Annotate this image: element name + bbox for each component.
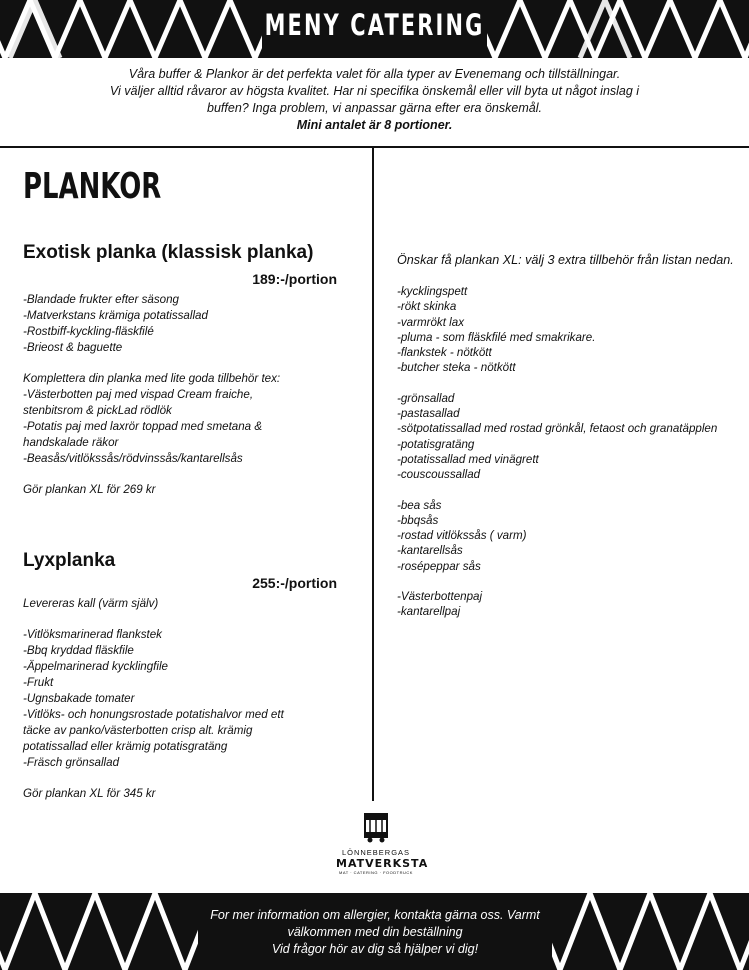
intro-text xyxy=(60,66,689,134)
list-item: -bbqsås xyxy=(397,513,439,527)
footer-line: Vid frågor hör av dig så hjälper vi dig! xyxy=(271,942,479,956)
footer-text xyxy=(198,907,552,958)
section-title: PLANKOR xyxy=(23,166,162,207)
logo-subtitle: MAT · CATERING · FOODTRUCK xyxy=(339,870,413,875)
list-item: -Frukt xyxy=(23,676,54,689)
list-item: -Vitlöksmarinerad flankstek xyxy=(23,628,162,641)
list-item: -Västerbotten paj med vispad Cream fraiche, xyxy=(23,388,254,401)
list-item: stenbitsrom & pickLad rödlök xyxy=(23,404,172,417)
vertical-divider xyxy=(372,148,374,801)
intro-line: Vi väljer alltid råvaror av högsta kvalitet. Har ni specifika önskemål eller vill byta ut något inslag i xyxy=(109,84,640,98)
header-title: MENY CATERING xyxy=(264,8,485,42)
list-item: -Matverkstans krämiga potatissallad xyxy=(23,309,208,322)
extras-intro: Komplettera din planka med lite goda tillbehör tex: xyxy=(23,372,281,385)
lux-plate-price: 255:-/portion xyxy=(252,575,337,591)
list-item: -rostad vitlökssås ( varm) xyxy=(397,529,527,543)
list-item: -pluma - som fläskfilé med smakrikare. xyxy=(397,330,596,344)
list-item: handskalade räkor xyxy=(23,436,119,449)
list-item: -kantarellpaj xyxy=(397,605,461,619)
exotic-plate-details xyxy=(23,292,353,498)
xl-note: Gör plankan XL för 345 kr xyxy=(23,787,156,800)
list-item: -pastasallad xyxy=(397,407,460,421)
lux-plate-details xyxy=(23,596,353,802)
header-band xyxy=(0,0,749,58)
list-item: -Beasås/vitlökssås/rödvinssås/kantarellsås xyxy=(23,452,243,465)
list-item: -varmrökt lax xyxy=(397,315,464,329)
list-item: -kantarellsås xyxy=(397,544,463,558)
list-item: -butcher steka - nötkött xyxy=(397,361,516,375)
intro-line: Våra buffer & Plankor är det perfekta valet för alla typer av Evenemang och tillställningar. xyxy=(128,67,621,81)
exotic-plate-price: 189:-/portion xyxy=(252,271,337,287)
logo-top-text: LÖNNEBERGAS xyxy=(341,848,411,857)
food-truck-icon xyxy=(361,811,391,843)
horizontal-divider xyxy=(0,146,749,148)
footer-line: välkommen med din beställning xyxy=(287,925,463,939)
xl-options xyxy=(397,252,737,620)
list-item: -Vitlöks- och honungsrostade potatishalvor med ett xyxy=(23,708,284,721)
xl-note: Gör plankan XL för 269 kr xyxy=(23,483,156,496)
list-item: -Äppelmarinerad kycklingfile xyxy=(23,660,168,673)
list-item: -kycklingspett xyxy=(397,285,468,298)
list-item: -couscoussallad xyxy=(397,468,481,482)
footer-line: For mer information om allergier, kontakta gärna oss. Varmt xyxy=(210,908,540,922)
list-item: -Fräsch grönsallad xyxy=(23,756,120,769)
list-item: -rökt skinka xyxy=(397,300,457,314)
logo-name: MATVERKSTA xyxy=(336,857,429,870)
minimum-portions: Mini antalet är 8 portioner. xyxy=(296,118,453,132)
list-item: -Blandade frukter efter säsong xyxy=(23,293,179,306)
list-item: -Brieost & baguette xyxy=(23,341,123,354)
list-item: potatissallad eller krämig potatisgratäng xyxy=(23,740,228,753)
list-item: -bea sås xyxy=(397,498,442,512)
list-item: -grönsallad xyxy=(397,391,455,405)
list-item: -flankstek - nötkött xyxy=(397,346,492,360)
footer-band xyxy=(0,893,749,970)
list-item: -Ugnsbakade tomater xyxy=(23,692,135,705)
list-item: -Rostbiff-kyckling-fläskfilé xyxy=(23,325,154,338)
list-item: täcke av panko/västerbotten crisp alt. krämig xyxy=(23,724,253,737)
list-item: -potatissallad med vinägrett xyxy=(397,452,539,466)
lux-plate-title: Lyxplanka xyxy=(23,550,116,571)
list-item: -Bbq kryddad fläskfile xyxy=(23,644,134,657)
list-item: -rosépeppar sås xyxy=(397,559,481,573)
intro-line: buffen? Inga problem, vi anpassar gärna efter era önskemål. xyxy=(207,101,542,115)
serving-note: Levereras kall (värm själv) xyxy=(23,597,159,610)
list-item: -sötpotatissallad med rostad grönkål, fetaost och granatäpplen xyxy=(397,422,718,436)
xl-options-lead: Önskar få plankan XL: välj 3 extra tillbehör från listan nedan. xyxy=(397,253,734,267)
list-item: -potatisgratäng xyxy=(397,437,475,451)
exotic-plate-title: Exotisk planka (klassisk planka) xyxy=(23,242,314,263)
brand-logo xyxy=(336,811,429,875)
list-item: -Potatis paj med laxrör toppad med smetana & xyxy=(23,420,263,433)
list-item: -Västerbottenpaj xyxy=(397,590,483,604)
